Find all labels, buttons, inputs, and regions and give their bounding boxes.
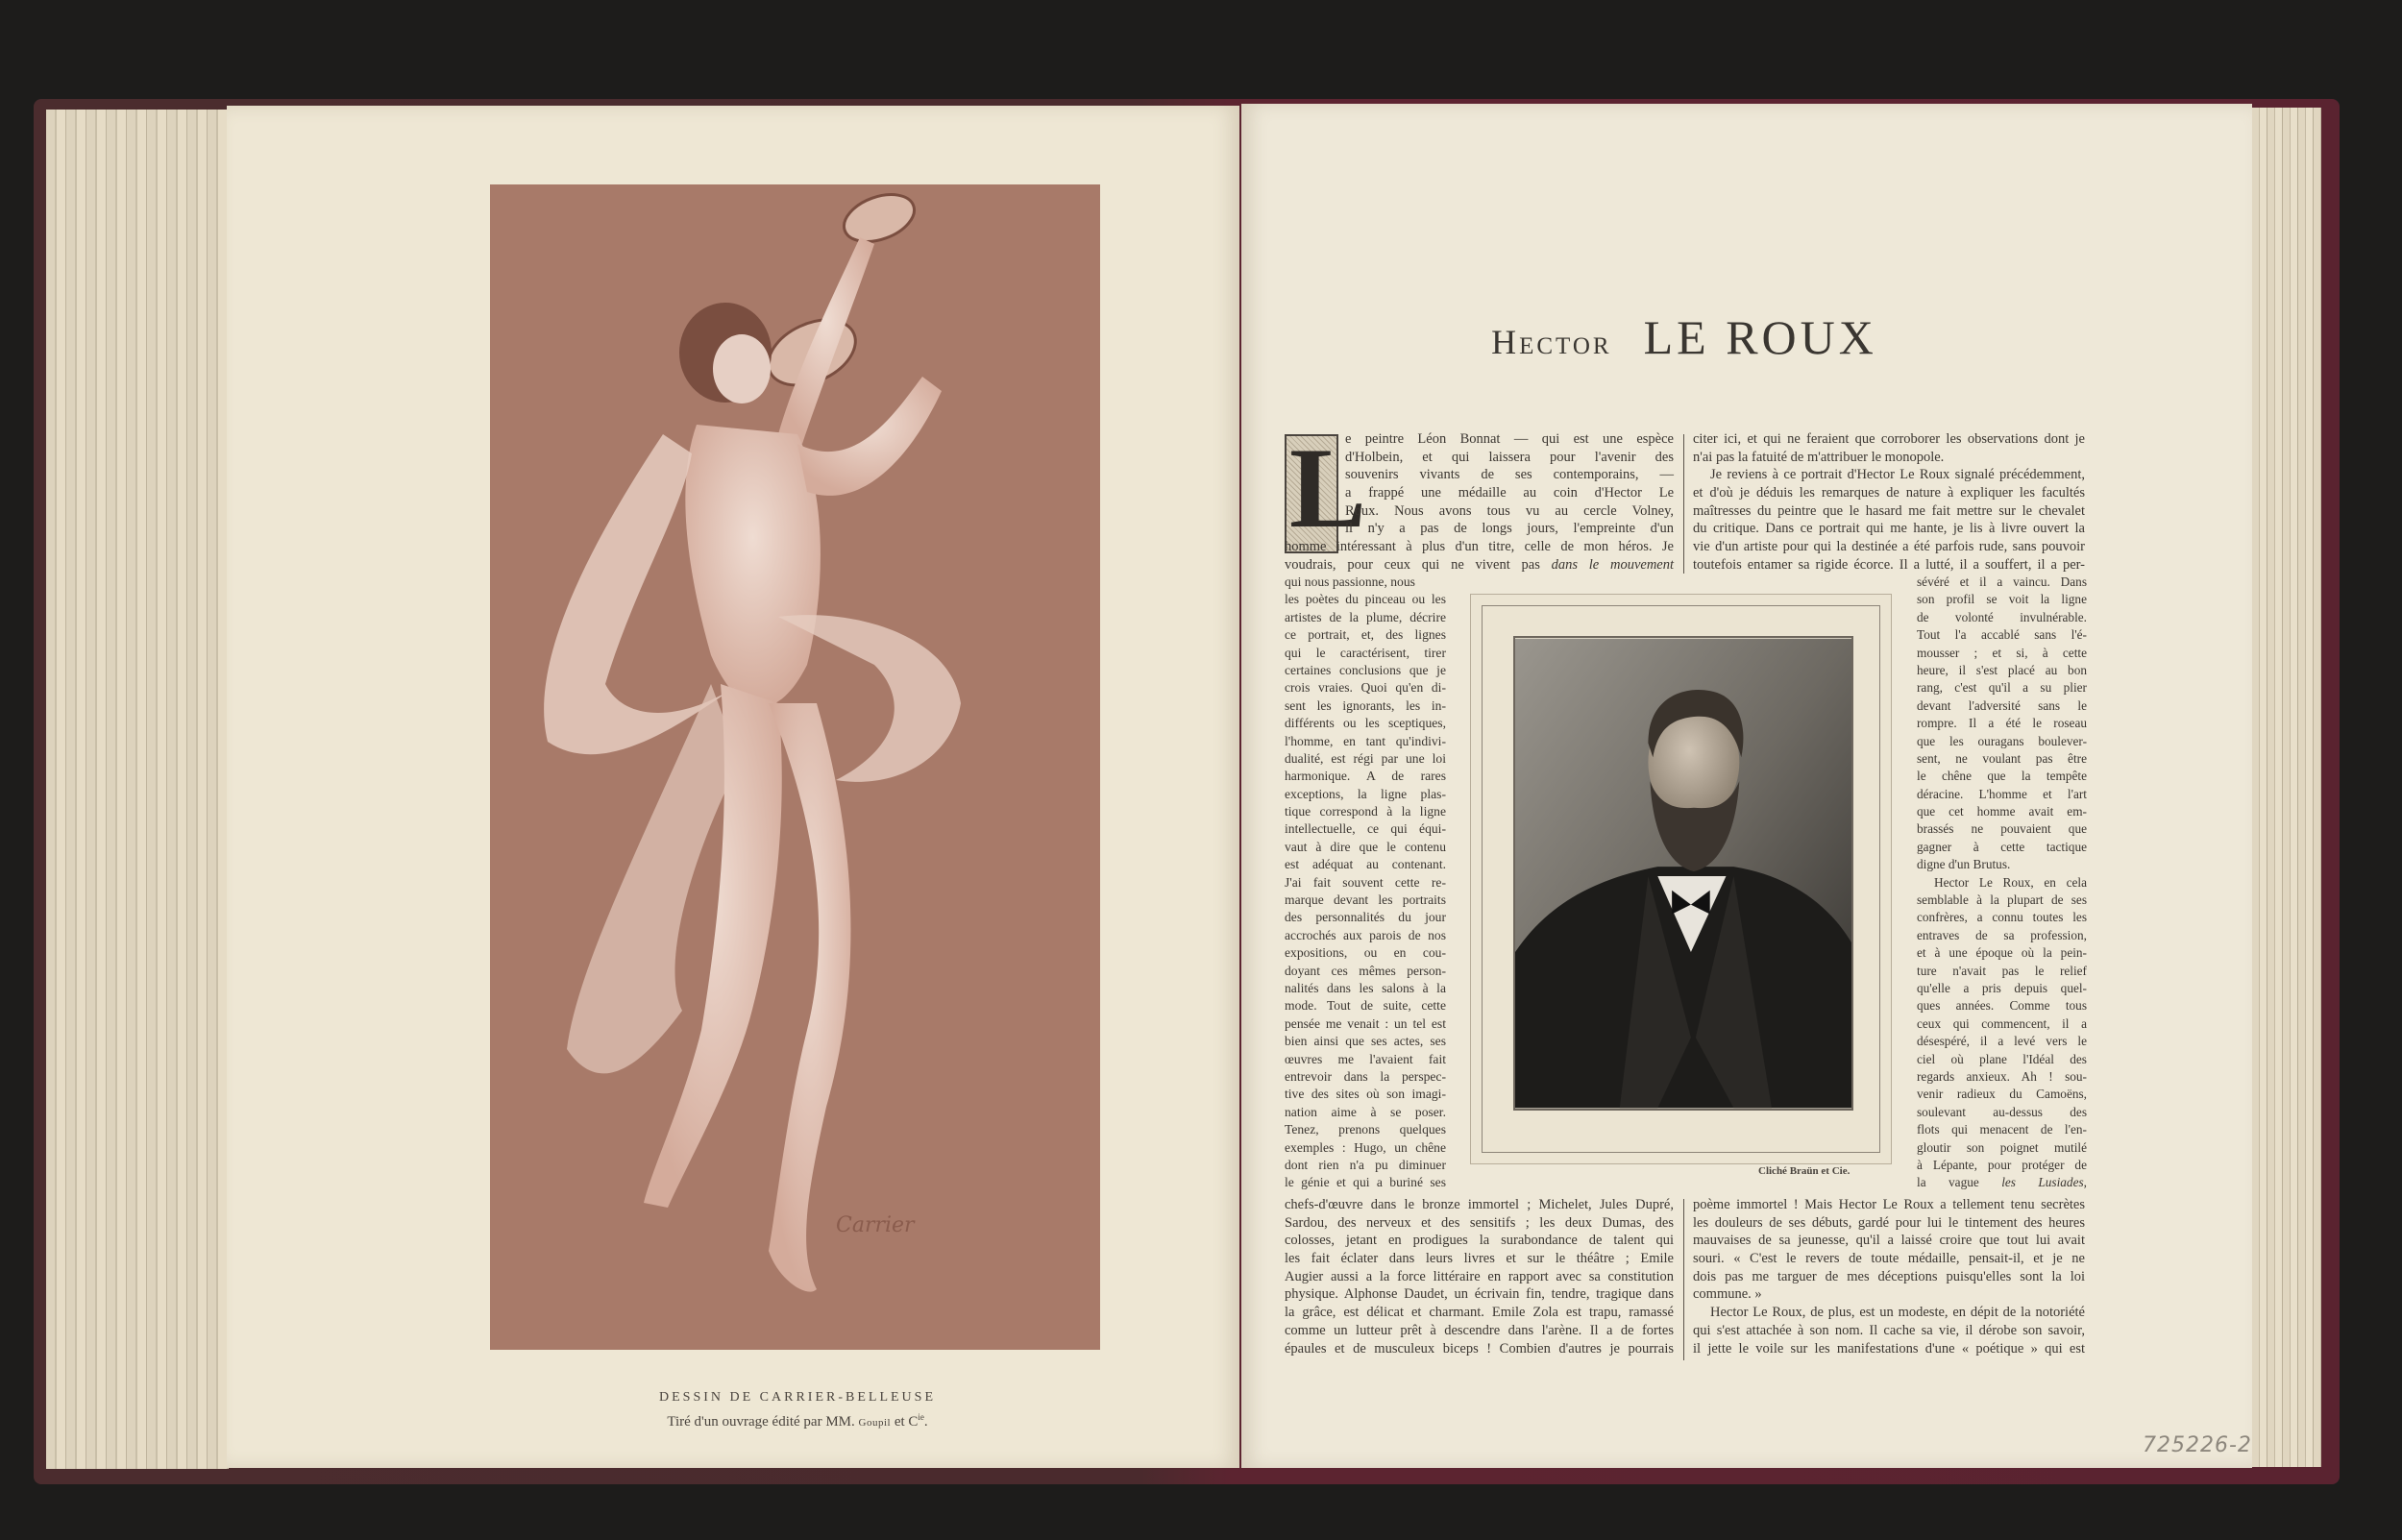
text-line: vie d'un artiste pour qui la destinée a été parfois rude, sans pouvoir	[1693, 539, 2085, 555]
text-line: brassés ne pouvaient que	[1917, 821, 2087, 837]
text-line: et d'où je déduis les remarques de nature à expliquer les facultés	[1693, 485, 2085, 501]
text-line: commune. »	[1693, 1286, 1762, 1303]
text-line: que cet homme avait em-	[1917, 804, 2087, 819]
text-line: Tenez, prenons quelques	[1285, 1122, 1446, 1137]
text-line: Sardou, des nerveux et des sensitifs ; les deux Dumas, des	[1285, 1214, 1674, 1231]
text-line: comme un lutteur prêt à descendre dans l'arène. Il a de fortes	[1285, 1322, 1674, 1338]
title-first-name: Hector	[1491, 323, 1612, 361]
text-line: qu'elle a pris depuis quel-	[1917, 980, 2087, 995]
right-page-edges	[2252, 108, 2321, 1467]
text-line: regards anxieux. Ah ! sou-	[1917, 1068, 2087, 1084]
column-divider-bottom	[1683, 1199, 1684, 1360]
text-line: sent, ne voulant pas être	[1917, 750, 2087, 766]
text-line: tive des sites où son imagi-	[1285, 1087, 1446, 1102]
text-line: les fait éclater dans leurs livres et sur le théâtre ; Emile	[1285, 1251, 1674, 1267]
text-line: rompre. Il a été le roseau	[1917, 716, 2087, 731]
plate-caption-credit-prefix: Tiré d'un ouvrage édité par MM.	[667, 1414, 859, 1430]
text-line: le génie et qui a buriné ses	[1285, 1175, 1446, 1190]
text-line: expositions, ou en cou-	[1285, 945, 1446, 961]
text-line: physique. Alphonse Daudet, un écrivain fin, tendre, tragique dans	[1285, 1286, 1674, 1303]
text-line: rang, c'est qu'il a su plier	[1917, 680, 2087, 696]
text-line: certaines conclusions que je	[1285, 662, 1446, 677]
text-line: heure, il s'est placé au bon	[1917, 662, 2087, 677]
column-right-bottom	[1693, 1196, 2085, 1357]
column-divider-top	[1683, 434, 1684, 574]
text-line: e peintre Léon Bonnat — qui est une espèce	[1345, 431, 1674, 447]
portrait-hector-le-roux	[1515, 638, 1851, 1109]
plate-caption-title: DESSIN DE CARRIER-BELLEUSE	[659, 1390, 936, 1405]
plate-caption-credit-suffix: et C	[891, 1414, 919, 1430]
text-line: gagner à cette tactique	[1917, 839, 2087, 854]
text-line: souri. « C'est le revers de toute médaille, pensait-il, et je ne	[1693, 1251, 2085, 1267]
text-line: vaut à dire que le contenu	[1285, 839, 1446, 854]
plate-caption-end: .	[923, 1414, 928, 1430]
column-left-bottom	[1285, 1196, 1674, 1357]
text-line: doyant ces mêmes person-	[1285, 963, 1446, 978]
text-line: Augier aussi a la force littéraire en rapport avec sa constitution	[1285, 1268, 1674, 1284]
title-last-name: LE ROUX	[1643, 310, 1877, 364]
text-line: digne d'un Brutus.	[1917, 857, 2011, 872]
text-line: Hector Le Roux, en cela	[1934, 874, 2087, 890]
text-line: J'ai fait souvent cette re-	[1285, 874, 1446, 890]
text-line: la vague les Lusiades,	[1917, 1175, 2087, 1190]
dancer-drawing-plate	[490, 184, 1100, 1350]
text-line: flots qui menacent de l'en-	[1917, 1122, 2087, 1137]
text-line: les poètes du pinceau ou les	[1285, 592, 1446, 607]
text-line: crois vraies. Quoi qu'en di-	[1285, 680, 1446, 696]
text-line: gloutir son poignet mutilé	[1917, 1139, 2087, 1155]
text-line: citer ici, et qui ne feraient que corroborer les observations dont je	[1693, 431, 2085, 447]
text-line: poème immortel ! Mais Hector Le Roux a tellement tenu secrètes	[1693, 1197, 2085, 1212]
text-line: ture n'avait pas le relief	[1917, 963, 2087, 978]
text-line: d'Holbein, et qui laissera pour l'avenir des	[1345, 449, 1674, 465]
plate-caption-credit	[576, 1412, 1018, 1430]
text-line: est adéquat au contenant.	[1285, 857, 1446, 872]
column-left-narrow	[1285, 574, 1446, 1192]
text-line: confrères, a connu toutes les	[1917, 910, 2087, 925]
portrait-photograph	[1513, 636, 1853, 1111]
text-line: épaules et de musculeux biceps ! Combien d'autres je pourrais	[1285, 1340, 1674, 1357]
plate-caption-sup: ie	[918, 1412, 924, 1422]
text-line: mauvaises de sa jeunesse, qu'il a laissé croire que tout lui avait	[1693, 1233, 2085, 1249]
text-line: du critique. Dans ce portrait qui me hante, je lis à livre ouvert la	[1693, 521, 2085, 537]
text-line: qui nous passionne, nous	[1285, 574, 1415, 589]
text-line: colosses, jetant en prodigues la surabondance de talent qui	[1285, 1233, 1674, 1249]
text-line: l'homme, en tant qu'indivi-	[1285, 733, 1446, 748]
text-line: harmonique. A de rares	[1285, 769, 1446, 784]
text-line: dois pas me targuer de mes déceptions puisqu'elles sont la loi	[1693, 1268, 2085, 1284]
text-line: dont rien n'a pu diminuer	[1285, 1157, 1446, 1172]
text-line: ceux qui commencent, il a	[1917, 1015, 2087, 1031]
text-line: mode. Tout de suite, cette	[1285, 998, 1446, 1014]
text-line: voudrais, pour ceux qui ne vivent pas dans le mouvement	[1285, 556, 1675, 573]
text-line: pensée me venait : un tel est	[1285, 1015, 1446, 1031]
drop-cap-letter: L	[1289, 424, 1367, 551]
text-line: accrochés aux parois de nos	[1285, 927, 1446, 942]
text-line: Hector Le Roux, de plus, est un modeste, en dépit de la notoriété	[1710, 1305, 2085, 1321]
text-line: différents ou les sceptiques,	[1285, 716, 1446, 731]
text-line: semblable à la plupart de ses	[1917, 892, 2087, 908]
text-line: soulevant au-dessus des	[1917, 1104, 2087, 1119]
text-line: ciel où plane l'Idéal des	[1917, 1051, 2087, 1066]
text-line: souvenirs vivants de ses contemporains, —	[1345, 467, 1674, 483]
text-line: exemples : Hugo, un chêne	[1285, 1139, 1446, 1155]
text-line: qui s'est attachée à son nom. Il cache sa vie, il dérobe son savoir,	[1693, 1322, 2085, 1338]
text-line: marque devant les portraits	[1285, 892, 1446, 908]
text-line: et à une époque où la pein-	[1917, 945, 2087, 961]
text-line: qui le caractérisent, tirer	[1285, 645, 1446, 660]
photo-credit: Cliché Braün et Cie.	[1758, 1165, 1851, 1177]
text-line: bien ainsi que ses actes, ses	[1285, 1034, 1446, 1049]
column-left-top	[1285, 424, 1675, 574]
text-line: homme intéressant à plus d'un titre, celle de mon héros. Je	[1285, 539, 1674, 555]
text-line: nation aime à se poser.	[1285, 1104, 1446, 1119]
column-right-narrow	[1917, 574, 2087, 1192]
text-line: la grâce, est délicat et charmant. Emile Zola est trapu, ramassé	[1285, 1305, 1674, 1321]
text-line: nalités dans les salons à la	[1285, 980, 1446, 995]
text-line: désespéré, il a levé vers le	[1917, 1034, 2087, 1049]
column-right-top	[1693, 430, 2085, 574]
article-title	[1345, 309, 2023, 365]
text-line: toutefois entamer sa rigide écorce. Il a lutté, il a souffert, il a per-	[1693, 556, 2085, 573]
text-line: de volonté invulnérable.	[1917, 609, 2087, 624]
text-line: à Lépante, pour protéger de	[1917, 1157, 2087, 1172]
text-line: mousser ; et si, à cette	[1917, 645, 2087, 660]
text-line: intellectuelle, ce qui équi-	[1285, 821, 1446, 837]
text-line: devant l'adversité sans le	[1917, 697, 2087, 713]
pencil-inventory-note: 725226-2	[2143, 1433, 2252, 1457]
text-line: chefs-d'œuvre dans le bronze immortel ; Michelet, Jules Dupré,	[1285, 1197, 1674, 1212]
text-line: maîtresses du peintre que le hasard me fait mettre sur le chevalet	[1693, 502, 2085, 519]
text-line: il n'y a pas de longs jours, l'empreinte d'un	[1345, 521, 1674, 537]
text-line: dualité, est régi par une loi	[1285, 750, 1446, 766]
text-line: les douleurs de ses débuts, gardé pour lui le tintement des heures	[1693, 1214, 2085, 1231]
text-line: sent les ignorants, les in-	[1285, 697, 1446, 713]
plate-caption-publisher: Goupil	[858, 1417, 892, 1429]
text-line: déracine. L'homme et l'art	[1917, 786, 2087, 801]
text-line: ques années. Comme tous	[1917, 998, 2087, 1014]
text-line: tique correspond à la ligne	[1285, 804, 1446, 819]
text-line: entrevoir dans la perspec-	[1285, 1068, 1446, 1084]
text-line: venir radieux du Camoëns,	[1917, 1087, 2087, 1102]
text-line: n'ai pas la fatuité de m'attribuer le monopole.	[1693, 449, 1945, 465]
text-line: que les ouragans boulever-	[1917, 733, 2087, 748]
drawing-signature: Carrier	[836, 1213, 915, 1237]
text-line: ce portrait, et, des lignes	[1285, 627, 1446, 643]
text-line: le chêne que la tempête	[1917, 769, 2087, 784]
text-line: a frappé une médaille au coin d'Hector Le	[1345, 485, 1674, 501]
left-page-edges	[46, 110, 229, 1469]
text-line: Je reviens à ce portrait d'Hector Le Roux signalé précédemment,	[1710, 467, 2085, 483]
dancer-figure-illustration	[490, 184, 1100, 1350]
text-line: des personnalités du jour	[1285, 910, 1446, 925]
text-line: Tout l'a accablé sans l'é-	[1917, 627, 2087, 643]
text-line: il jette le voile sur les manifestations d'une « poétique » qui est	[1693, 1340, 2085, 1357]
text-line: exceptions, la ligne plas-	[1285, 786, 1446, 801]
text-line: son profil se voit la ligne	[1917, 592, 2087, 607]
text-line: artistes de la plume, décrire	[1285, 609, 1446, 624]
text-line: entraves de sa profession,	[1917, 927, 2087, 942]
text-line: sévéré et il a vaincu. Dans	[1917, 574, 2087, 589]
text-line: œuvres me l'avaient fait	[1285, 1051, 1446, 1066]
text-line: Roux. Nous avons tous vu au cercle Volney,	[1345, 502, 1674, 519]
